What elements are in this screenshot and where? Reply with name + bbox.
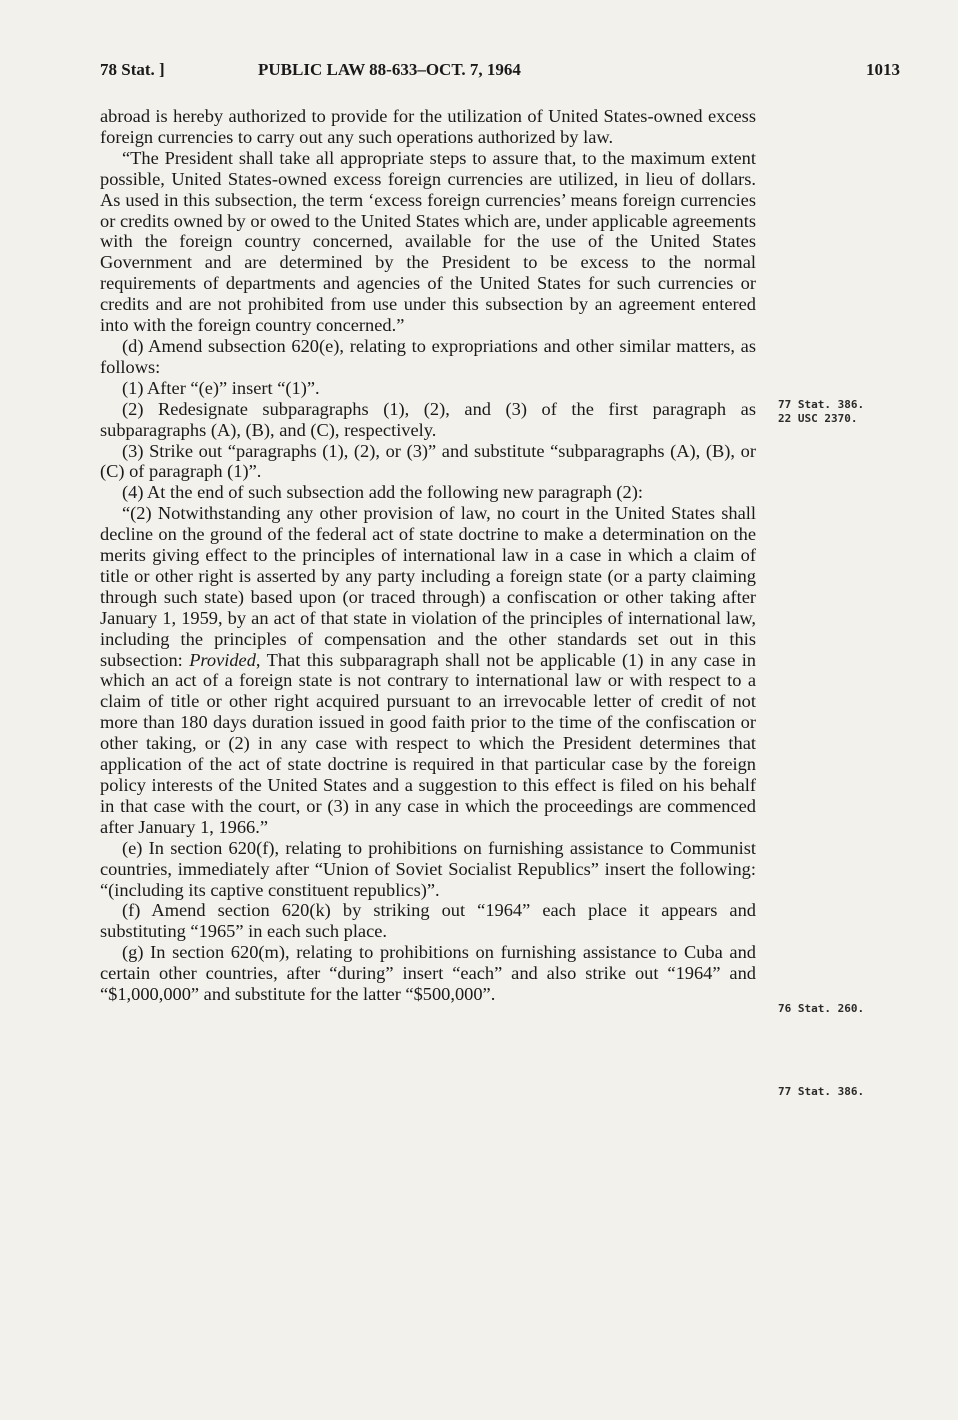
margin-note <box>778 1002 898 1016</box>
paragraph-text: “(2) Notwithstanding any other provision of law, no court in the United States shall decline on the ground of the federal act of state doctrine to make a determination on the merits giving effect to the principles of international law in a case in which a claim of title or other right is asserted by any party including a foreign state (or a party claiming through such state) based upon (or traced through) a confiscation or other taking after January 1, 1959, by an act of that state in violation of the principles of international law, including the principles of compensation and the other standards set out in this subsection: <box>100 503 756 670</box>
body-text <box>100 106 756 1005</box>
margin-note-line: 77 Stat. 386. <box>778 398 865 411</box>
proviso-label: Provided <box>189 649 256 670</box>
paragraph: (g) In section 620(m), relating to prohibitions on furnishing assistance to Cuba and certain other countries, after “during” insert “each” and also strike out “1964” and “$1,000,000” and substitute for the latter “$500,000”. <box>100 942 756 1005</box>
margin-note-line: 76 Stat. 260. <box>778 1002 865 1015</box>
paragraph: (2) Redesignate subparagraphs (1), (2), and (3) of the first paragraph as subparagraphs (A), (B), and (C), respectively. <box>100 398 756 440</box>
paragraph: (e) In section 620(f), relating to prohibitions on furnishing assistance to Communist countries, immediately after “Union of Soviet Socialist Republics” insert the following: “(including its captive constituent republics)”. <box>100 837 756 900</box>
paragraph-with-proviso <box>100 503 756 838</box>
margin-note-line: 77 Stat. 386. <box>778 1085 865 1098</box>
proviso-text: , That this subparagraph shall not be applicable (1) in any case in which an act of a foreign state is not contrary to international law or with respect to a claim of title or other right acquired pursuant to an irrevocable letter of credit of not more than 180 days duration issued in good faith prior to the time of the confiscation or other taking, or (2) in any case with respect to which the President determines that application of the act of state doctrine is required in that particular case by the foreign policy interests of the United States and a suggestion to this effect is filed on his behalf in that case with the court, or (3) in any case in which the proceedings are commenced after January 1, 1966.” <box>100 649 756 837</box>
paragraph: (4) At the end of such subsection add the following new paragraph (2): <box>122 482 643 503</box>
header-title: PUBLIC LAW 88-633–OCT. 7, 1964 <box>258 60 521 79</box>
paragraph: abroad is hereby authorized to provide for the utilization of United States-owned excess foreign currencies to carry out any such operations authorized by law. <box>100 106 756 147</box>
margin-note <box>778 398 898 426</box>
paragraph: (1) After “(e)” insert “(1)”. <box>122 377 320 398</box>
paragraph: “The President shall take all appropriate steps to assure that, to the maximum extent possible, United States-owned excess foreign currencies are utilized, in lieu of dollars. As used in this subsection, the term ‘excess foreign currencies’ means foreign currencies or credits owned by or owed to the United States which are, under applicable agreements with the foreign country concerned, available for the use of the United States Government and are determined by the President to be excess to the normal requirements of departments and agencies of the United States for such currencies or credits and are not prohibited from use under this subsection by an agreement entered into with the foreign country concerned.” <box>100 147 756 336</box>
header-volume: 78 Stat. ] <box>100 60 165 79</box>
page-number: 1013 <box>866 60 900 79</box>
paragraph: (d) Amend subsection 620(e), relating to expropriations and other similar matters, as follows: <box>100 335 756 377</box>
paragraph: (3) Strike out “paragraphs (1), (2), or (3)” and substitute “subparagraphs (A), (B), or (C) of paragraph (1)”. <box>100 440 756 482</box>
running-header <box>0 58 958 82</box>
margin-note <box>778 1085 898 1099</box>
margin-note-line: 22 USC 2370. <box>778 412 858 425</box>
paragraph: (f) Amend section 620(k) by striking out “1964” each place it appears and substituting “1965” in each such place. <box>100 900 756 942</box>
